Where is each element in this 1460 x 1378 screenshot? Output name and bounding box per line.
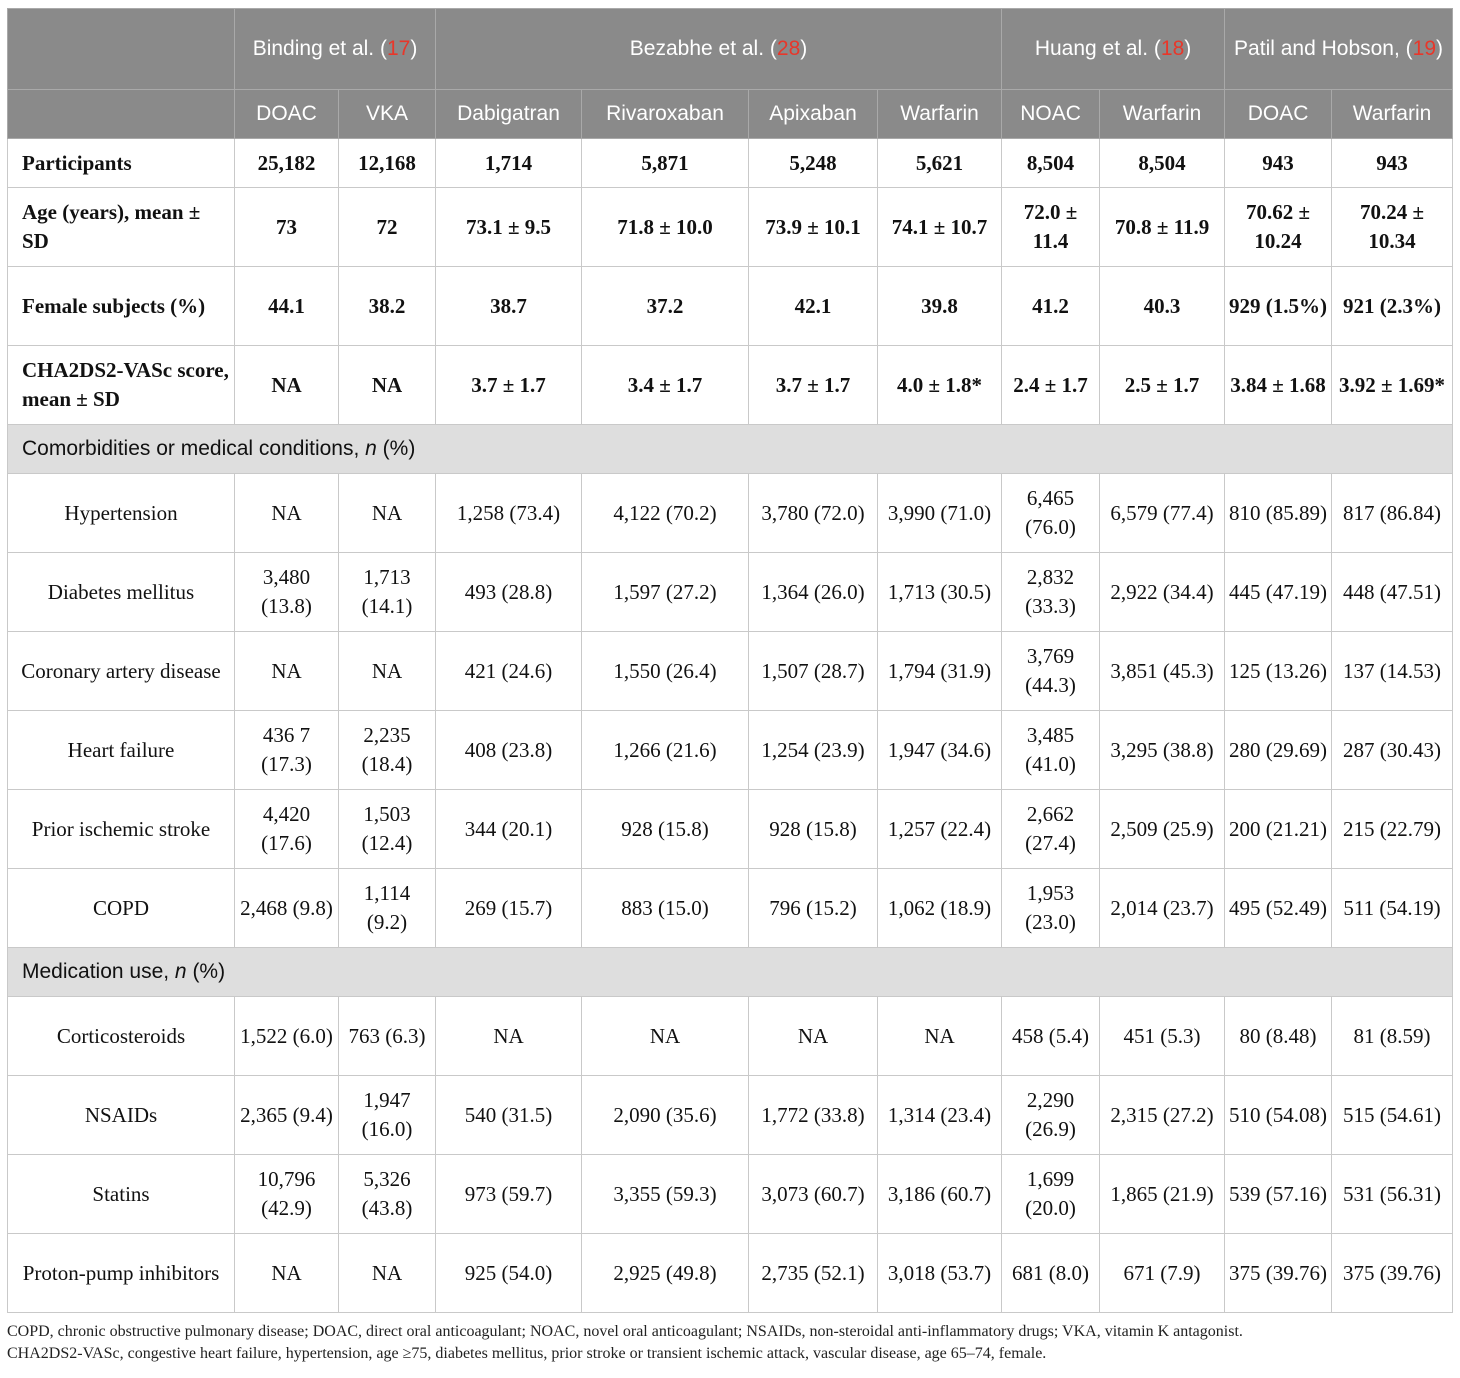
table-cell: 1,947 (16.0) <box>339 1076 436 1155</box>
table-cell: 1,114 (9.2) <box>339 869 436 948</box>
reference-link[interactable]: 28 <box>776 37 801 60</box>
table-cell: 287 (30.43) <box>1332 711 1453 790</box>
table-cell: 1,503 (12.4) <box>339 790 436 869</box>
table-cell: 4.0 ± 1.8* <box>878 346 1002 425</box>
table-cell: 515 (54.61) <box>1332 1076 1453 1155</box>
row-label: Diabetes mellitus <box>8 553 235 632</box>
table-cell: 39.8 <box>878 267 1002 346</box>
table-cell: 1,597 (27.2) <box>582 553 749 632</box>
table-row <box>8 869 1453 948</box>
table-cell: 4,122 (70.2) <box>582 474 749 553</box>
table-cell: 5,871 <box>582 139 749 188</box>
table-cell: 2,832 (33.3) <box>1002 553 1100 632</box>
row-label: Statins <box>8 1155 235 1234</box>
table-cell: 375 (39.76) <box>1225 1234 1332 1313</box>
arm-header: Warfarin <box>878 90 1002 139</box>
table-cell: 1,257 (22.4) <box>878 790 1002 869</box>
table-cell: 2,925 (49.8) <box>582 1234 749 1313</box>
table-cell: 921 (2.3%) <box>1332 267 1453 346</box>
table-cell: 2,290 (26.9) <box>1002 1076 1100 1155</box>
table-cell: 10,796 (42.9) <box>235 1155 339 1234</box>
table-cell: NA <box>235 632 339 711</box>
study-header: Patil and Hobson, (19) <box>1225 9 1453 90</box>
table-cell: 458 (5.4) <box>1002 997 1100 1076</box>
table-cell: 1,947 (34.6) <box>878 711 1002 790</box>
table-cell: NA <box>749 997 878 1076</box>
table-cell: 540 (31.5) <box>436 1076 582 1155</box>
table-cell: 681 (8.0) <box>1002 1234 1100 1313</box>
table-cell: 1,865 (21.9) <box>1100 1155 1225 1234</box>
table-cell: 72.0 ± 11.4 <box>1002 188 1100 267</box>
table-cell: 72 <box>339 188 436 267</box>
table-cell: 12,168 <box>339 139 436 188</box>
study-header: Huang et al. (18) <box>1002 9 1225 90</box>
table-cell: 2,090 (35.6) <box>582 1076 749 1155</box>
table-container <box>7 8 1452 1365</box>
arm-header: Dabigatran <box>436 90 582 139</box>
arm-header: Warfarin <box>1100 90 1225 139</box>
table-cell: 1,550 (26.4) <box>582 632 749 711</box>
table-cell: 3,018 (53.7) <box>878 1234 1002 1313</box>
table-cell: 1,314 (23.4) <box>878 1076 1002 1155</box>
table-cell: 3,851 (45.3) <box>1100 632 1225 711</box>
table-cell: NA <box>339 632 436 711</box>
table-cell: 73.9 ± 10.1 <box>749 188 878 267</box>
table-cell: 1,364 (26.0) <box>749 553 878 632</box>
arm-header: Rivaroxaban <box>582 90 749 139</box>
reference-link[interactable]: 18 <box>1160 37 1185 60</box>
table-cell: 280 (29.69) <box>1225 711 1332 790</box>
table-cell: NA <box>339 346 436 425</box>
table-cell: 408 (23.8) <box>436 711 582 790</box>
table-row <box>8 139 1453 188</box>
table-cell: NA <box>235 1234 339 1313</box>
section-heading: Medication use, n (%) <box>8 948 1453 997</box>
table-cell: NA <box>582 997 749 1076</box>
row-label: Age (years), mean ± SD <box>8 188 235 267</box>
corner-cell <box>8 9 235 90</box>
table-cell: 6,579 (77.4) <box>1100 474 1225 553</box>
table-cell: 200 (21.21) <box>1225 790 1332 869</box>
table-cell: NA <box>878 997 1002 1076</box>
table-cell: 8,504 <box>1100 139 1225 188</box>
table-cell: 493 (28.8) <box>436 553 582 632</box>
footnote-abbreviations: COPD, chronic obstructive pulmonary disease; DOAC, direct oral anticoagulant; NOAC, novel oral anticoagulant; NSAIDs, non-steroidal anti-inflammatory drugs; VKA, vitamin K antagonist. <box>7 1323 1243 1340</box>
table-cell: 40.3 <box>1100 267 1225 346</box>
table-cell: NA <box>436 997 582 1076</box>
table-cell: 2,735 (52.1) <box>749 1234 878 1313</box>
table-row <box>8 474 1453 553</box>
table-cell: 943 <box>1225 139 1332 188</box>
table-cell: 2,468 (9.8) <box>235 869 339 948</box>
table-cell: 41.2 <box>1002 267 1100 346</box>
footnote-cha2ds2-definition: CHA2DS2-VASc, congestive heart failure, hypertension, age ≥75, diabetes mellitus, prior stroke or transient ischemic attack, vascular disease, age 65–74, female. <box>7 1345 1047 1362</box>
table-cell: 943 <box>1332 139 1453 188</box>
row-label: CHA2DS2-VASc score, mean ± SD <box>8 346 235 425</box>
table-cell: 344 (20.1) <box>436 790 582 869</box>
table-row <box>8 997 1453 1076</box>
table-cell: 2,662 (27.4) <box>1002 790 1100 869</box>
arm-header-row <box>8 90 1453 139</box>
table-cell: 448 (47.51) <box>1332 553 1453 632</box>
reference-link[interactable]: 19 <box>1412 37 1437 60</box>
row-label: Corticosteroids <box>8 997 235 1076</box>
table-cell: 929 (1.5%) <box>1225 267 1332 346</box>
table-row <box>8 553 1453 632</box>
table-row <box>8 632 1453 711</box>
table-cell: 70.62 ± 10.24 <box>1225 188 1332 267</box>
table-cell: 1,713 (14.1) <box>339 553 436 632</box>
table-cell: 1,772 (33.8) <box>749 1076 878 1155</box>
table-cell: 38.7 <box>436 267 582 346</box>
table-cell: 531 (56.31) <box>1332 1155 1453 1234</box>
table-row <box>8 1076 1453 1155</box>
table-cell: NA <box>339 474 436 553</box>
table-cell: 671 (7.9) <box>1100 1234 1225 1313</box>
table-cell: 73 <box>235 188 339 267</box>
table-cell: 3,073 (60.7) <box>749 1155 878 1234</box>
table-cell: 8,504 <box>1002 139 1100 188</box>
table-cell: 3.84 ± 1.68 <box>1225 346 1332 425</box>
row-label: Prior ischemic stroke <box>8 790 235 869</box>
table-cell: 928 (15.8) <box>582 790 749 869</box>
table-cell: 2,315 (27.2) <box>1100 1076 1225 1155</box>
table-cell: 451 (5.3) <box>1100 997 1225 1076</box>
table-cell: 1,713 (30.5) <box>878 553 1002 632</box>
row-label: Participants <box>8 139 235 188</box>
table-cell: 2,014 (23.7) <box>1100 869 1225 948</box>
table-cell: 73.1 ± 9.5 <box>436 188 582 267</box>
table-cell: 5,621 <box>878 139 1002 188</box>
table-cell: 3,769 (44.3) <box>1002 632 1100 711</box>
table-cell: 5,248 <box>749 139 878 188</box>
table-cell: 3.4 ± 1.7 <box>582 346 749 425</box>
study-header-row <box>8 9 1453 90</box>
table-row <box>8 188 1453 267</box>
row-label: Heart failure <box>8 711 235 790</box>
table-cell: 883 (15.0) <box>582 869 749 948</box>
study-header: Bezabhe et al. (28) <box>436 9 1002 90</box>
baseline-characteristics-table <box>7 8 1453 1313</box>
table-cell: 925 (54.0) <box>436 1234 582 1313</box>
row-label: Female subjects (%) <box>8 267 235 346</box>
row-label: COPD <box>8 869 235 948</box>
arm-header: DOAC <box>235 90 339 139</box>
arm-header: Apixaban <box>749 90 878 139</box>
table-cell: 25,182 <box>235 139 339 188</box>
table-cell: 1,953 (23.0) <box>1002 869 1100 948</box>
corner-cell <box>8 90 235 139</box>
table-cell: 74.1 ± 10.7 <box>878 188 1002 267</box>
table-row <box>8 346 1453 425</box>
row-label: Proton-pump inhibitors <box>8 1234 235 1313</box>
row-label: NSAIDs <box>8 1076 235 1155</box>
table-footnote <box>7 1321 1452 1365</box>
table-cell: 1,254 (23.9) <box>749 711 878 790</box>
reference-link[interactable]: 17 <box>386 37 411 60</box>
table-row <box>8 790 1453 869</box>
table-cell: 81 (8.59) <box>1332 997 1453 1076</box>
table-cell: 3,295 (38.8) <box>1100 711 1225 790</box>
table-row <box>8 267 1453 346</box>
table-cell: 3,186 (60.7) <box>878 1155 1002 1234</box>
table-cell: 6,465 (76.0) <box>1002 474 1100 553</box>
table-cell: 436 7 (17.3) <box>235 711 339 790</box>
table-cell: 44.1 <box>235 267 339 346</box>
table-cell: 42.1 <box>749 267 878 346</box>
arm-header: VKA <box>339 90 436 139</box>
row-label: Hypertension <box>8 474 235 553</box>
table-cell: 70.24 ± 10.34 <box>1332 188 1453 267</box>
table-cell: 3,780 (72.0) <box>749 474 878 553</box>
table-cell: 2.5 ± 1.7 <box>1100 346 1225 425</box>
table-cell: 1,507 (28.7) <box>749 632 878 711</box>
table-cell: 3.7 ± 1.7 <box>436 346 582 425</box>
section-medication <box>8 948 1453 997</box>
table-cell: 38.2 <box>339 267 436 346</box>
table-cell: 3.7 ± 1.7 <box>749 346 878 425</box>
table-cell: 3.92 ± 1.69* <box>1332 346 1453 425</box>
table-cell: 3,485 (41.0) <box>1002 711 1100 790</box>
table-cell: 2,922 (34.4) <box>1100 553 1225 632</box>
table-cell: 375 (39.76) <box>1332 1234 1453 1313</box>
row-label: Coronary artery disease <box>8 632 235 711</box>
table-cell: 137 (14.53) <box>1332 632 1453 711</box>
table-cell: 511 (54.19) <box>1332 869 1453 948</box>
table-cell: 445 (47.19) <box>1225 553 1332 632</box>
table-cell: 80 (8.48) <box>1225 997 1332 1076</box>
table-cell: 4,420 (17.6) <box>235 790 339 869</box>
table-cell: 1,062 (18.9) <box>878 869 1002 948</box>
table-cell: 1,699 (20.0) <box>1002 1155 1100 1234</box>
table-cell: 37.2 <box>582 267 749 346</box>
table-cell: 1,714 <box>436 139 582 188</box>
table-cell: 2,365 (9.4) <box>235 1076 339 1155</box>
table-cell: 928 (15.8) <box>749 790 878 869</box>
table-cell: 70.8 ± 11.9 <box>1100 188 1225 267</box>
table-cell: 125 (13.26) <box>1225 632 1332 711</box>
table-row <box>8 1234 1453 1313</box>
arm-header: DOAC <box>1225 90 1332 139</box>
study-header: Binding et al. (17) <box>235 9 436 90</box>
table-cell: 215 (22.79) <box>1332 790 1453 869</box>
table-cell: NA <box>339 1234 436 1313</box>
table-cell: 2,235 (18.4) <box>339 711 436 790</box>
section-comorbidities <box>8 425 1453 474</box>
table-cell: 2.4 ± 1.7 <box>1002 346 1100 425</box>
table-row <box>8 1155 1453 1234</box>
table-cell: 510 (54.08) <box>1225 1076 1332 1155</box>
table-cell: 817 (86.84) <box>1332 474 1453 553</box>
table-cell: 269 (15.7) <box>436 869 582 948</box>
table-cell: 3,480 (13.8) <box>235 553 339 632</box>
table-row <box>8 711 1453 790</box>
table-cell: NA <box>235 474 339 553</box>
table-cell: 421 (24.6) <box>436 632 582 711</box>
table-cell: 973 (59.7) <box>436 1155 582 1234</box>
table-cell: NA <box>235 346 339 425</box>
table-cell: 1,522 (6.0) <box>235 997 339 1076</box>
table-cell: 796 (15.2) <box>749 869 878 948</box>
table-cell: 3,355 (59.3) <box>582 1155 749 1234</box>
table-cell: 71.8 ± 10.0 <box>582 188 749 267</box>
arm-header: Warfarin <box>1332 90 1453 139</box>
table-cell: 2,509 (25.9) <box>1100 790 1225 869</box>
table-cell: 1,266 (21.6) <box>582 711 749 790</box>
section-heading: Comorbidities or medical conditions, n (%) <box>8 425 1453 474</box>
table-cell: 763 (6.3) <box>339 997 436 1076</box>
arm-header: NOAC <box>1002 90 1100 139</box>
table-cell: 539 (57.16) <box>1225 1155 1332 1234</box>
table-cell: 3,990 (71.0) <box>878 474 1002 553</box>
table-cell: 495 (52.49) <box>1225 869 1332 948</box>
table-cell: 1,794 (31.9) <box>878 632 1002 711</box>
table-cell: 810 (85.89) <box>1225 474 1332 553</box>
table-cell: 5,326 (43.8) <box>339 1155 436 1234</box>
table-cell: 1,258 (73.4) <box>436 474 582 553</box>
